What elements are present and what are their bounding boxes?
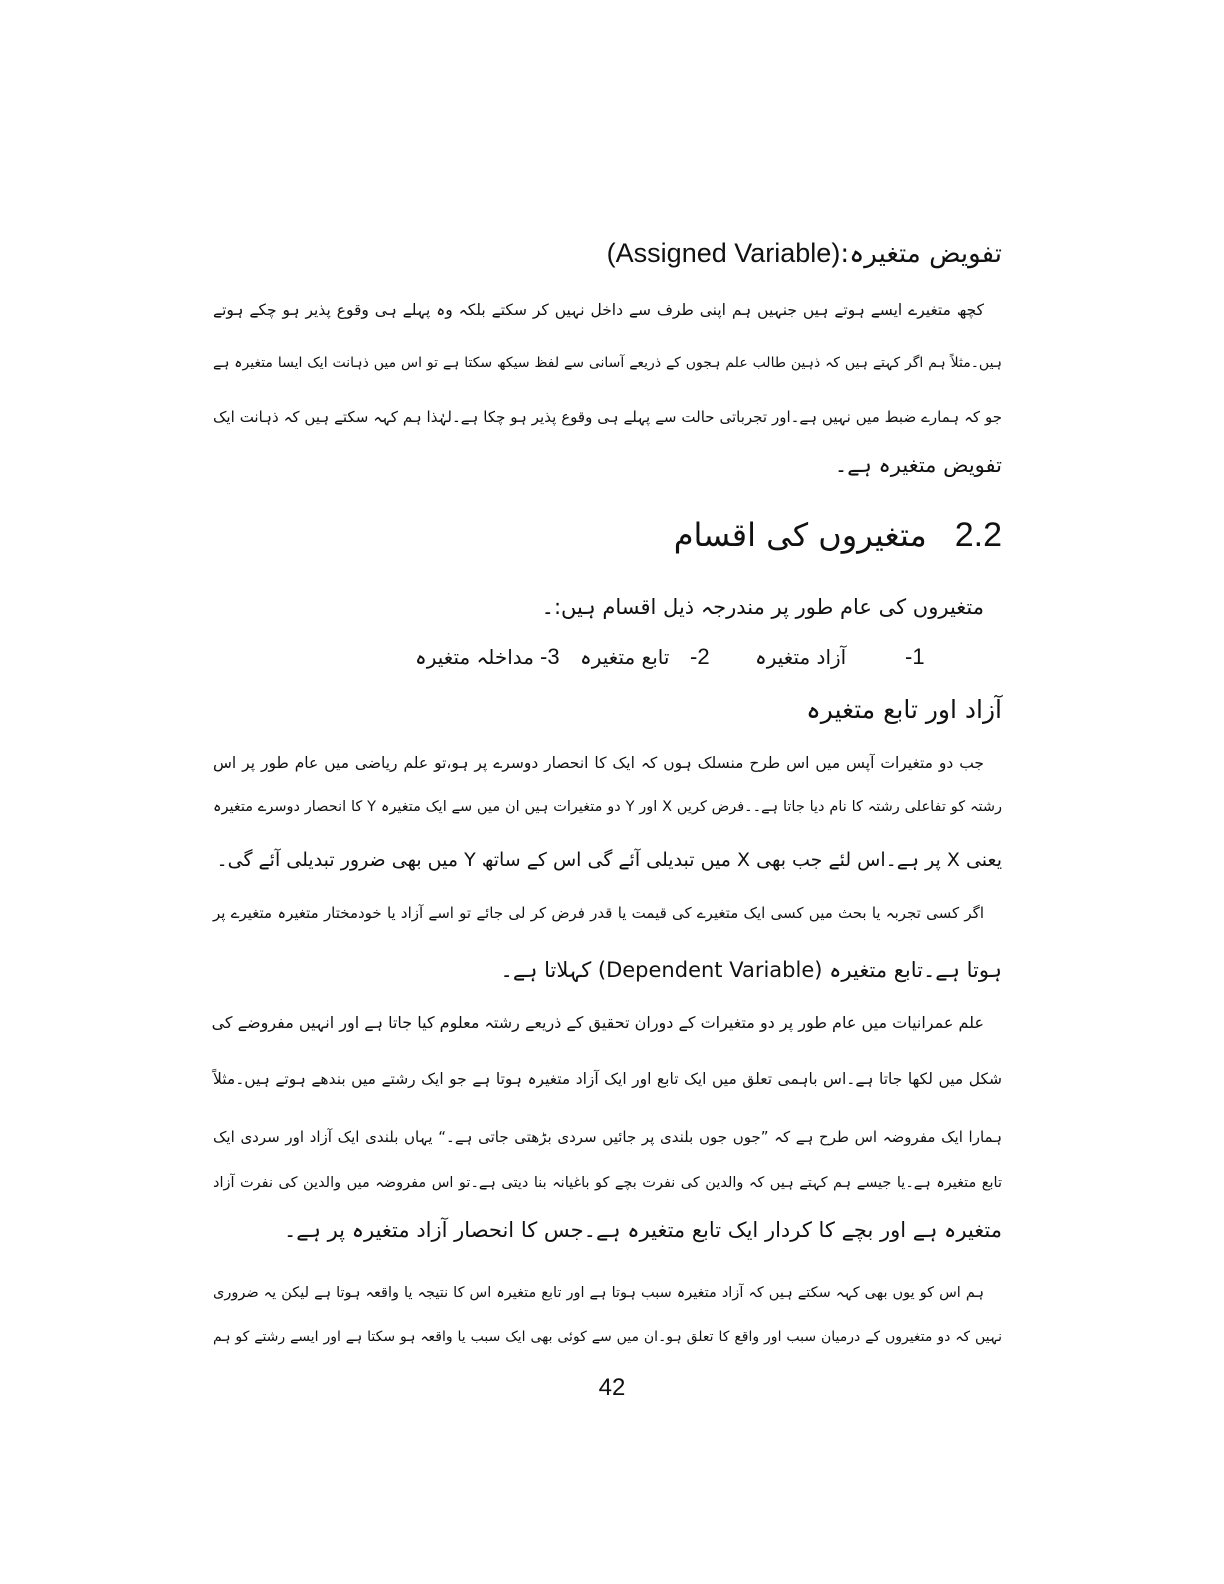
paragraph-line: ہوتا ہے۔تابع متغیرہ (Dependent Variable) کہلاتا ہے۔ [500,958,1002,982]
section-heading [674,512,1002,558]
paragraph-line: اگر کسی تجربہ یا بحث میں کسی ایک متغیرے کی قیمت یا قدر فرض کر لی جائے تو اسے آزاد یا خودمختار متغیرہ متغیرے پر [213,904,984,922]
list-item: آزاد متغیرہ [755,645,847,669]
paragraph-line: ہم اس کو یوں بھی کہہ سکتے ہیں کہ آزاد متغیرہ سبب ہوتا ہے اور تابع متغیرہ اس کا نتیجہ یا واقعہ ہوتا ہے لیکن یہ ضروری [213,1285,984,1301]
paragraph-line: جب دو متغیرات آپس میں اس طرح منسلک ہوں کہ ایک کا انحصار دوسرے پر ہو،تو علم ریاضی میں عام طور پر اس [213,754,984,772]
page-number: 42 [598,1374,626,1401]
section-title: متغیروں کی اقسام [673,516,927,554]
assigned-variable-heading [607,233,1002,274]
paragraph-line: نہیں کہ دو متغیروں کے درمیان سبب اور واقع کا تعلق ہو۔ان میں سے کوئی بھی ایک سبب یا واقعہ ہو سکتا ہے اور ایسے رشتے کو ہم [213,1329,1002,1345]
paragraph-line: کچھ متغیرے ایسے ہوتے ہیں جنہیں ہم اپنی طرف سے داخل نہیں کر سکتے بلکہ وہ پہلے ہی وقوع پذیر ہو چکے ہوتے [213,301,984,319]
paragraph-line: تابع متغیرہ ہے۔یا جیسے ہم کہتے ہیں کہ والدین کی نفرت بچے کو باغیانہ بنا دیتی ہے۔تو اس مفروضہ میں والدین کی نفرت آزاد [213,1175,1002,1191]
paragraph-line: تفویض متغیرہ ہے۔ [834,453,1002,477]
paragraph-line: ہمارا ایک مفروضہ اس طرح ہے کہ ”جوں جوں بلندی پر جائیں سردی بڑھتی جاتی ہے۔“ یہاں بلندی ایک آزاد اور سردی ایک [213,1128,1002,1146]
heading-urdu: تفویض متغیرہ: [840,239,1002,269]
list-item: تابع متغیرہ [580,645,670,669]
list-number: 2- [690,644,710,669]
paragraph-line: یعنی X پر ہے۔اس لئے جب بھی X میں تبدیلی آئے گی اس کے ساتھ Y میں بھی ضرور تبدیلی آئے گی۔ [216,849,1002,871]
subsection-heading: آزاد اور تابع متغیرہ [806,695,1002,724]
heading-english: (Assigned Variable) [606,238,841,268]
section-number: 2.2 [954,516,1002,554]
paragraph-line: رشتہ کو تفاعلی رشتہ کا نام دیا جاتا ہے۔۔فرض کریں X اور Y دو متغیرات ہیں ان میں سے ایک متغیرہ Y کا انحصار دوسرے متغیرہ [213,799,1002,815]
list-number: 3- [540,644,560,669]
paragraph-line: جو کہ ہمارے ضبط میں نہیں ہے۔اور تجرباتی حالت سے پہلے ہی وقوع پذیر ہو چکا ہے۔لہٰذا ہم کہہ سکتے ہیں کہ ذہانت ایک [213,408,1002,426]
list-item: مداخلہ متغیرہ [415,645,535,669]
paragraph-line: شکل میں لکھا جاتا ہے۔اس باہمی تعلق میں ایک تابع اور ایک آزاد متغیرہ ہوتا ہے جو ایک رشتے میں بندھے ہوتے ہیں۔مثلاً [213,1070,1002,1088]
paragraph-line: متغیرہ ہے اور بچے کا کردار ایک تابع متغیرہ ہے۔جس کا انحصار آزاد متغیرہ پر ہے۔ [284,1218,1002,1242]
paragraph-line: ہیں۔مثلاً ہم اگر کہتے ہیں کہ ذہین طالب علم ہجوں کے ذریعے آسانی سے لفظ سیکھ سکتا ہے تو اس میں ذہانت ایک ایسا متغیرہ ہے [213,355,1002,371]
paragraph-line: علم عمرانیات میں عام طور پر دو متغیرات کے دوران تحقیق کے ذریعے رشتہ معلوم کیا جاتا ہے اور انہیں مفروضے کی [211,1013,984,1032]
list-number: 1- [905,644,925,669]
section-intro: متغیروں کی عام طور پر مندرجہ ذیل اقسام ہیں:۔ [541,595,984,619]
